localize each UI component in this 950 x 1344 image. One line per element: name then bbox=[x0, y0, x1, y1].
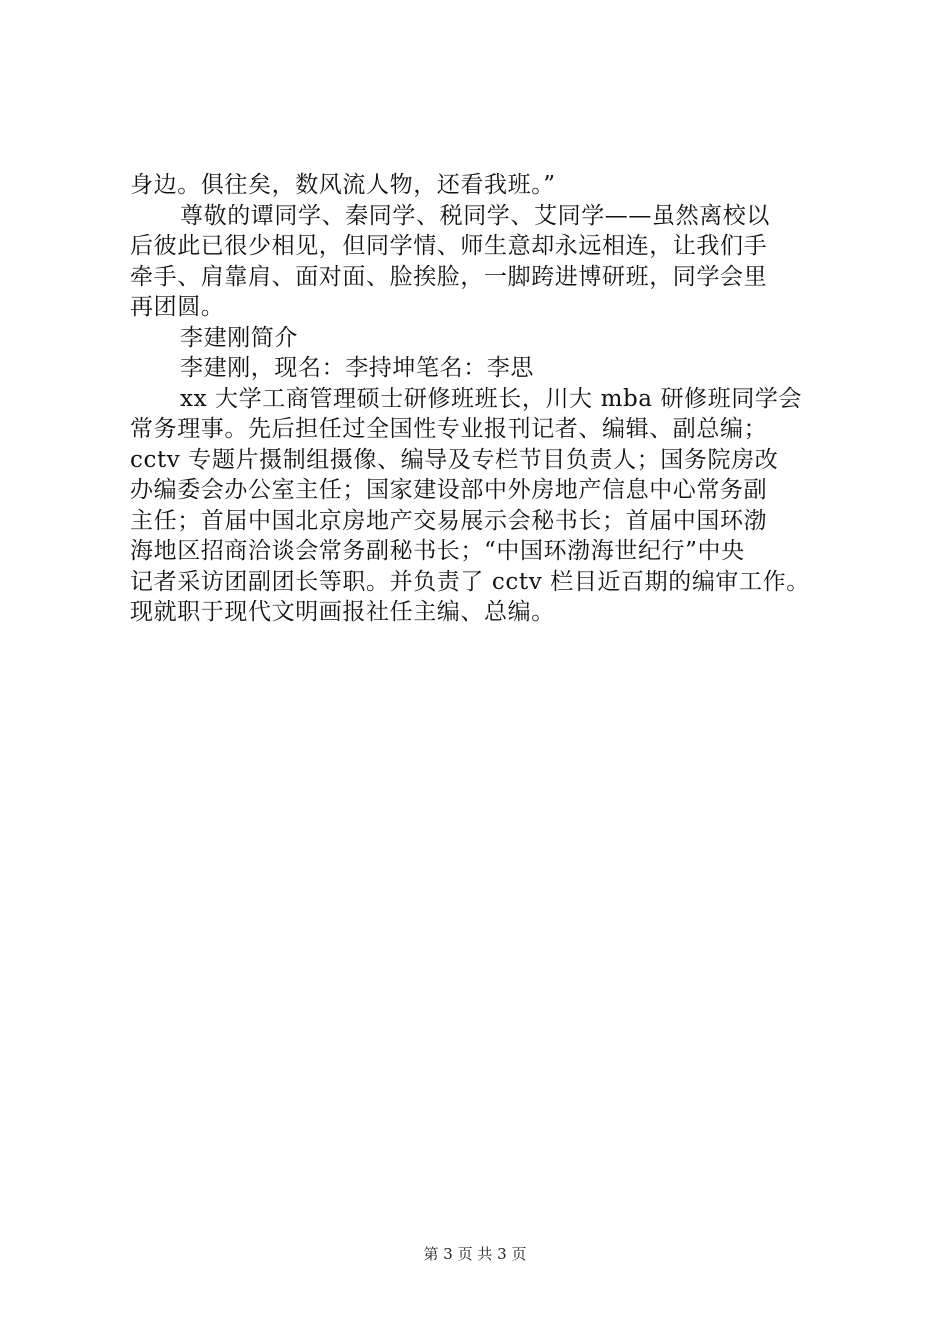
text-line: 身边。俱往矣，数风流人物，还看我班。” bbox=[130, 172, 556, 198]
text-line: 办编委会办公室主任；国家建设部中外房地产信息中心常务副 bbox=[130, 477, 768, 503]
page-number-footer: 第 3 页 共 3 页 bbox=[423, 1245, 527, 1263]
text-line: 尊敬的谭同学、秦同学、税同学、艾同学——虽然离校以 bbox=[180, 202, 770, 229]
text-line: 常务理事。先后担任过全国性专业报刊记者、编辑、副总编； bbox=[130, 416, 768, 442]
text-line: 李建刚，现名：李持坤笔名：李思 bbox=[180, 355, 534, 381]
text-line: 海地区招商洽谈会常务副秘书长；“中国环渤海世纪行”中央 bbox=[130, 538, 745, 564]
text-line: 记者采访团副团长等职。并负责了 cctv 栏目近百期的编审工作。 bbox=[130, 568, 810, 595]
text-line: 再团圆。 bbox=[130, 294, 225, 320]
text-line: 主任；首届中国北京房地产交易展示会秘书长；首届中国环渤 bbox=[130, 507, 768, 534]
text-line: cctv 专题片摄制组摄像、编导及专栏节目负责人；国务院房改 bbox=[130, 446, 779, 473]
text-line: 后彼此已很少相见，但同学情、师生意却永远相连，让我们手 bbox=[130, 233, 768, 259]
document-body bbox=[130, 170, 842, 628]
text-line: 牵手、肩靠肩、面对面、脸挨脸，一脚跨进博研班，同学会里 bbox=[130, 263, 768, 290]
text-line: 现就职于现代文明画报社任主编、总编。 bbox=[130, 599, 555, 625]
text-line: xx 大学工商管理硕士研修班班长，川大 mba 研修班同学会 bbox=[180, 385, 803, 412]
section-heading: 李建刚简介 bbox=[180, 324, 298, 351]
